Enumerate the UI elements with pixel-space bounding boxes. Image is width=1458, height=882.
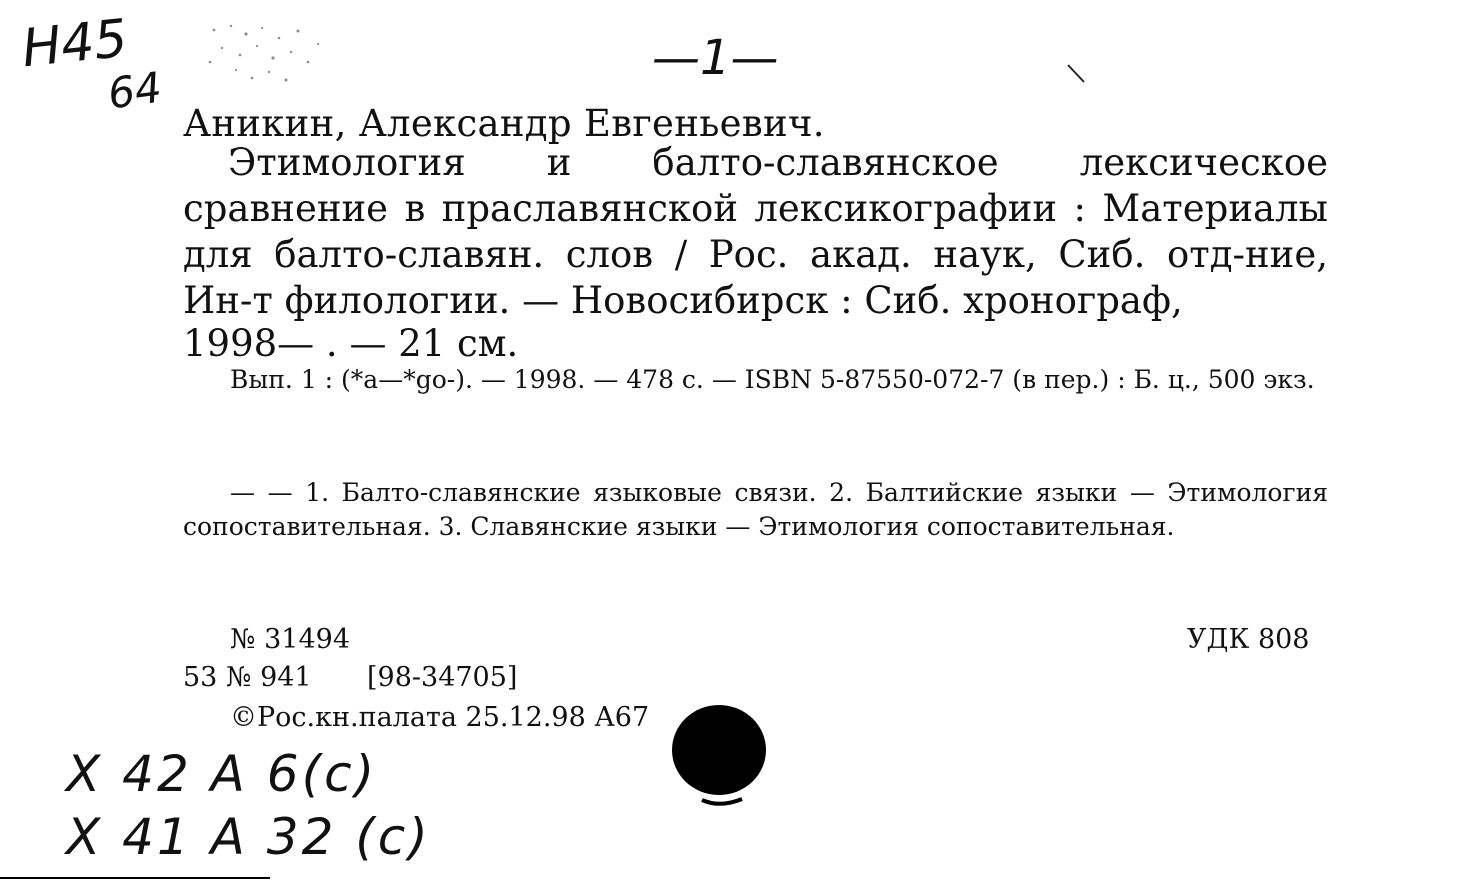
- handwritten-page-number: —1—: [652, 30, 779, 86]
- ink-stamp-blob: [672, 705, 766, 795]
- subject-headings: — — 1. Балто-славянские языковые связи. 2. Балтийские языки — Этимология сопоставительная. 3. Славянские языки — Этимология сопоставительная.: [183, 478, 1328, 541]
- smudge-mark: [209, 25, 319, 82]
- handwritten-shelfmark-1: Х 42 А 6(с): [66, 745, 378, 803]
- handwritten-code: Н45: [19, 8, 131, 80]
- record-number: № 31494: [230, 624, 351, 655]
- stray-stroke: [1068, 65, 1084, 82]
- author-heading: Аникин, Александр Евгеньевич.: [183, 102, 825, 145]
- title-block: Этимология и балто-славянское лексическое сравнение в праславянской лексикографии : Материалы для балто-славян. слов / Рос. акад. наук, Сиб. отд-ние, Ин-т филологии. — Новосибирск : Сиб. хронограф,: [183, 141, 1328, 322]
- registration-code: [98-34705]: [367, 662, 518, 693]
- handwritten-code-sub: 64: [104, 62, 165, 119]
- chamber-stamp: ©Рос.кн.палата 25.12.98 А67: [230, 702, 650, 733]
- handwritten-shelfmark-2: Х 41 А 32 (с): [66, 808, 431, 866]
- ink-stamp-tail: [702, 799, 742, 804]
- publication-tail: 1998— . — 21 см.: [183, 322, 519, 365]
- card-number: 53 № 941: [183, 662, 312, 693]
- udk-code: УДК 808: [1187, 624, 1310, 655]
- volume-note: Вып. 1 : (*а—*go-). — 1998. — 478 с. — ISBN 5-87550-072-7 (в пер.) : Б. ц., 500 экз.: [230, 365, 1315, 394]
